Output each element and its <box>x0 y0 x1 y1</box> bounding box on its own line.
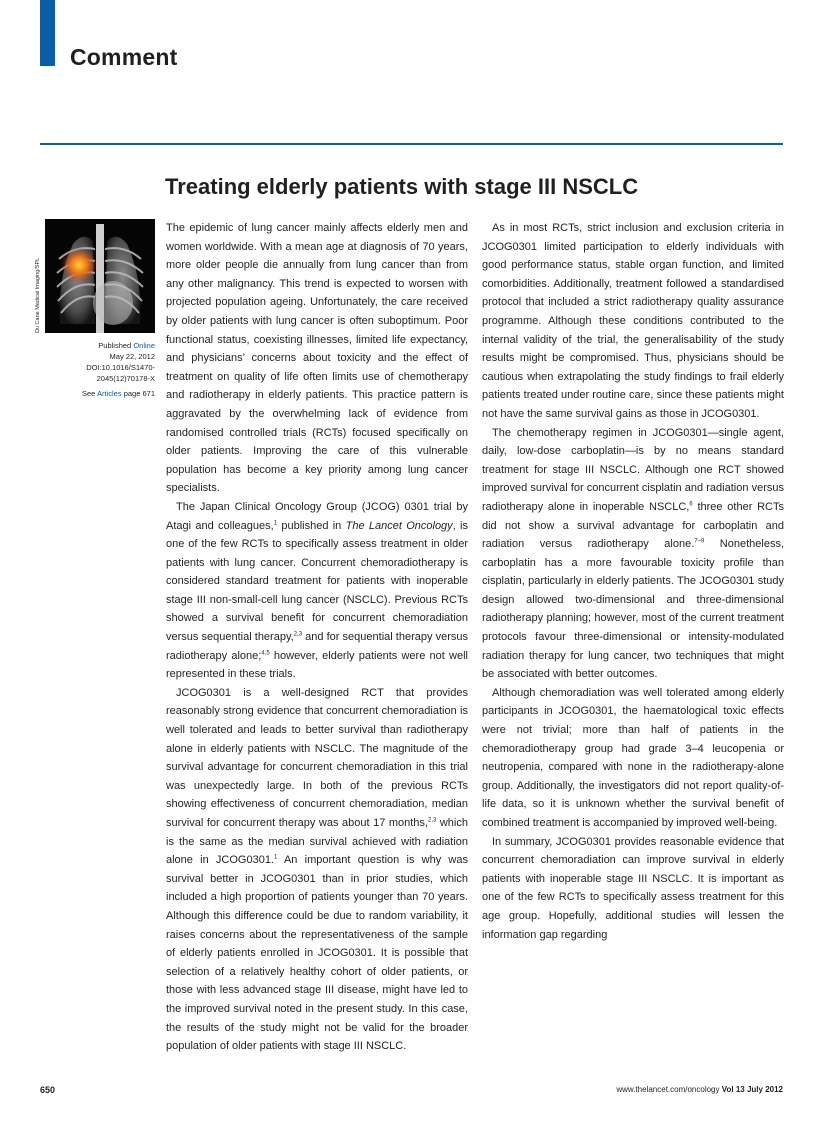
issue-date: July 2012 <box>746 1085 783 1094</box>
paragraph-5: The chemotherapy regimen in JCOG0301—single agent, daily, low-dose carboplatin—is by no means standard treatment for stage III NSCLC. Although one RCT showed improved survival for concurrent cisplatin and radiation versus radiotherapy alone in inoperable NSCLC,$^6$ three other RCTs did not show a survival advantage for carboplatin and radiation versus radiotherapy alone.$^{7-9}$ Nonetheless, carboplatin has a more favourable toxicity profile than cisplatin, particularly in elderly patients. The JCOG0301 study design allowed two-dimensional and three-dimensional radiotherapy planning; however, most of the current treatment protocols favour three-dimensional or intensity-modulated radiation therapy for lung cancer, two techniques that might be associated with better outcomes. <box>482 426 785 681</box>
online-label: Online <box>133 341 155 350</box>
body-column-2 <box>482 219 784 944</box>
paragraph-1: The epidemic of lung cancer mainly affects elderly men and women worldwide. With a mean age at diagnosis of 70 years, more older people die annually from lung cancer than from any other malignancy. This trend is expected to worsen with projected population ageing. Unfortunately, the care received by older patients with lung cancer is often suboptimum. Poor functional status, coexisting illnesses, limited life expectancy, and physicians’ concerns about toxicity and the effect of treatment on quality of life often limits use of chemotherapy and radiotherapy in elderly patients. This practice pattern is aggravated by the overwhelming lack of evidence from randomised controlled trials (RCTs) focused specifically on older patients. Improving the care of this vulnerable population has become a key priority among lung cancer specialists. <box>166 222 468 495</box>
body-column-1 <box>166 219 468 1056</box>
header-rule <box>40 143 783 145</box>
chest-xray-image <box>45 219 155 333</box>
page-reference: page 671 <box>123 389 155 398</box>
published-label: Published <box>98 341 132 350</box>
publication-info <box>40 340 155 399</box>
doi-line-2: 2045(12)70178-X <box>96 374 155 383</box>
paragraph-3: JCOG0301 is a well-designed RCT that provides reasonably strong evidence that concurrent chemoradiation is well tolerated and leads to better survival than radiotherapy alone in elderly patients with NSCLC. The magnitude of the survival advantage for concurrent chemoradiation in this trial was unexpectedly large. In both of the previous RCTs showing effectiveness of concurrent chemoradiation, median survival for concurrent therapy was about 17 months,$^{2,3}$ which is the same as the median survival achieved with radiation alone in JCOG0301.$^1$ An important question is why was survival better in JCOG0301 than in prior studies, which included a high proportion of patients younger than 70 years. Although this difference could be due to random variability, it raises concerns about the representativeness of the sample of elderly patients enrolled in JCOG0301. It is possible that selection of a relatively healthy cohort of older patients, or those with less advanced stage III disease, might have led to the improved survival noted in the present study. In this case, the results of the study might not be valid for the broader population of older patients with stage III NSCLC. <box>166 686 468 1053</box>
image-credit <box>33 219 43 333</box>
section-color-bar <box>40 0 55 66</box>
journal-url: www.thelancet.com/oncology <box>616 1085 720 1094</box>
paragraph-7: In summary, JCOG0301 provides reasonable evidence that concurrent chemoradiation can improve survival in elderly patients with inoperable stage III NSCLC. It is important as one of the few RCTs to specifically assess treatment for this age group. Hopefully, additional studies will lessen the information gap regarding <box>482 835 784 941</box>
publication-date: May 22, 2012 <box>109 352 155 361</box>
image-credit-text: Du Cane Medical Imaging/SPL <box>35 257 41 333</box>
journal-name: The Lancet Oncology <box>345 519 453 532</box>
doi-line-1: DOI:10.1016/S1470- <box>86 363 155 372</box>
articles-link[interactable]: Articles <box>97 389 122 398</box>
paragraph-6: Although chemoradiation was well tolerated among elderly participants in JCOG0301, the haematological toxic effects were not trivial; more than half of patients in the chemoradiotherapy group had grade 3–4 leucopenia or neutropenia, compared with none in the radiotherapy-alone group. Additionally, the investigators did not report quality-of-life data, so it is unknown whether the survival benefit of combined treatment is accompanied by improved well-being. <box>482 686 784 829</box>
journal-footer <box>616 1085 783 1094</box>
see-label: See <box>81 389 96 398</box>
article-title: Treating elderly patients with stage III NSCLC <box>165 174 639 199</box>
volume-label: Vol 13 <box>721 1085 745 1094</box>
chest-xray-graphic <box>45 219 155 333</box>
page-number: 650 <box>40 1085 56 1095</box>
section-label: Comment <box>70 44 178 70</box>
paragraph-2: The Japan Clinical Oncology Group (JCOG) 0301 trial by Atagi and colleagues,$^1$ published in The Lancet Oncology, is one of the few RCTs to specifically assess treatment in older patients with lung cancer. Concurrent chemoradiotherapy is considered standard treatment for patients with inoperable stage III non-small-cell lung cancer (NSCLC). Previous RCTs showed a survival benefit for concurrent chemoradiation versus sequential therapy,$^{2,3}$ and for sequential therapy versus radiotherapy alone;$^{4,5}$ however, elderly patients were not well represented in these trials. <box>166 500 469 681</box>
paragraph-4: As in most RCTs, strict inclusion and exclusion criteria in JCOG0301 limited participation to elderly individuals with good performance status, stable organ function, and limited comorbidities. Additionally, treatment followed a standardised protocol that included a strict radiotherapy quality assurance programme. Although these conditions contributed to the internal validity of the trial, the generalisability of the study results might be compromised. Thus, physicians should be cautious when extrapolating the study findings to frail elderly patients treated under routine care, since these patients might not have the same survival gains as those in JCOG0301. <box>482 222 784 420</box>
